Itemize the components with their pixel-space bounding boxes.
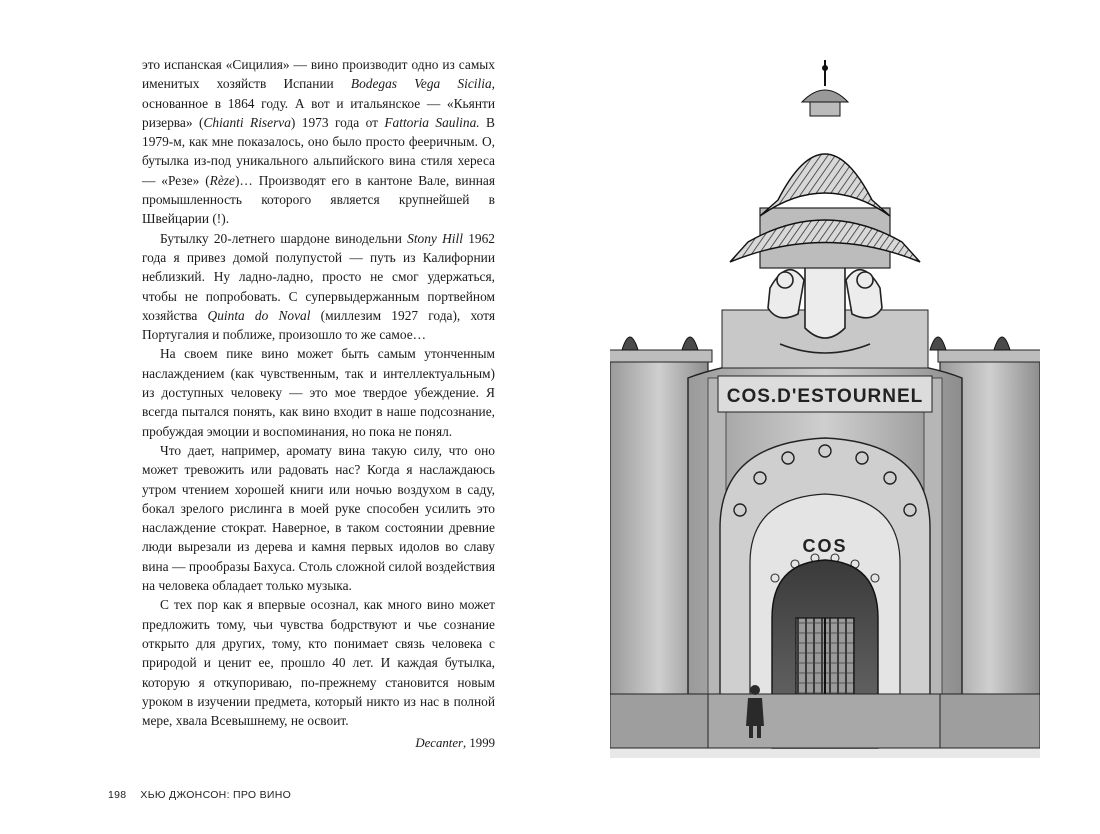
italic-run: Bodegas Vega Sicilia, <box>350 76 495 92</box>
text-run: ) 1973 года от <box>290 114 385 130</box>
text-run: это испанская «Сицилия» — вино производит одно из самых именитых хозяйств Испании <box>142 57 495 92</box>
page-footer <box>108 789 291 801</box>
italic-run: Rèze <box>209 172 235 188</box>
text-run: (миллезим 1927 года), хотя Португалия и поближе, произошло то же самое… <box>142 307 495 343</box>
paragraph <box>142 441 495 595</box>
text-run: Что дает, например, аромату вина такую силу, что оно может тревожить или радовать нас? Когда я наслаждаюсь утром чтением хорошей книги или ночью воздухом в саду, бокал зрелого рислинга в моей руке способен усилить это наслаждение стократ. Наверное, в таком состоянии древние люди вырезали из дерева и камня первых идолов во славу вина — прообразы Бахуса. Столь сложной силой воздействия на человека обладает только музыка. <box>142 442 495 594</box>
paragraph <box>142 229 495 345</box>
sign-arch: COS <box>802 536 848 556</box>
running-title: ХЬЮ ДЖОНСОН: ПРО ВИНО <box>140 789 292 801</box>
text-run: Бутылку 20-летнего шардоне винодельни <box>160 230 408 246</box>
chateau-gate-illustration <box>610 58 1040 763</box>
text-run: В 1979-м, как мне показалось, оно было просто фееричным. О, бутылка из-под уникального альпийского вина стиля хереса — «Резе» ( <box>142 114 495 188</box>
text-run: На своем пике вино может быть самым утонченным наслаждением (как чувственным, так и интеллектуальным) из доступных человеку — это мое твердое убеждение. Я всегда пытался понять, как вино входит в наше подсознание, пробуждая эмоции и воспоминания, но пока не понял. <box>142 346 495 439</box>
italic-run: Quinta do Noval <box>207 307 311 323</box>
paragraph <box>142 55 495 229</box>
italic-run: Chianti Riserva <box>203 114 291 130</box>
paragraph <box>142 344 495 440</box>
text-run: С тех пор как я впервые осознал, как много вино может предложить тому, чьи чувства бодрствуют и чье сознание открыто для других, тому, кто понимает связь человека с природой и ценит ее, прошло 40 лет. И каждая бутылка, которую я откупориваю, по-прежнему становится новым уроком в изучении предмета, который никто из нас в полной мере, хвала Всевышнему, не освоит. <box>142 597 495 729</box>
source-citation <box>142 734 495 753</box>
text-run: 1962 года я привез домой полупустой — путь из Калифорнии неблизкий. Ну ладно-ладно, просто не смог удержаться, чтобы не попробовать. С супервыдержанным портвейном хозяйства <box>142 230 495 323</box>
body-text <box>142 55 495 754</box>
pagoda-upper-roof <box>760 154 890 216</box>
text-run: )… Производят его в кантоне Вале, винная промышленность которого является крупнейшей в Швейцарии (!). <box>142 172 496 227</box>
citation-source: Decanter <box>415 736 463 751</box>
paragraph <box>142 595 495 730</box>
sign-top: COS.D'ESTOURNEL <box>726 386 924 407</box>
citation-year: , 1999 <box>463 736 495 751</box>
page-number: 198 <box>108 789 127 801</box>
text-run: основанное в 1864 году. А вот и итальянское — «Кьянти ризерва» ( <box>142 95 495 130</box>
italic-run: Stony Hill <box>407 230 463 246</box>
italic-run: Fattoria Saulina. <box>384 114 480 130</box>
